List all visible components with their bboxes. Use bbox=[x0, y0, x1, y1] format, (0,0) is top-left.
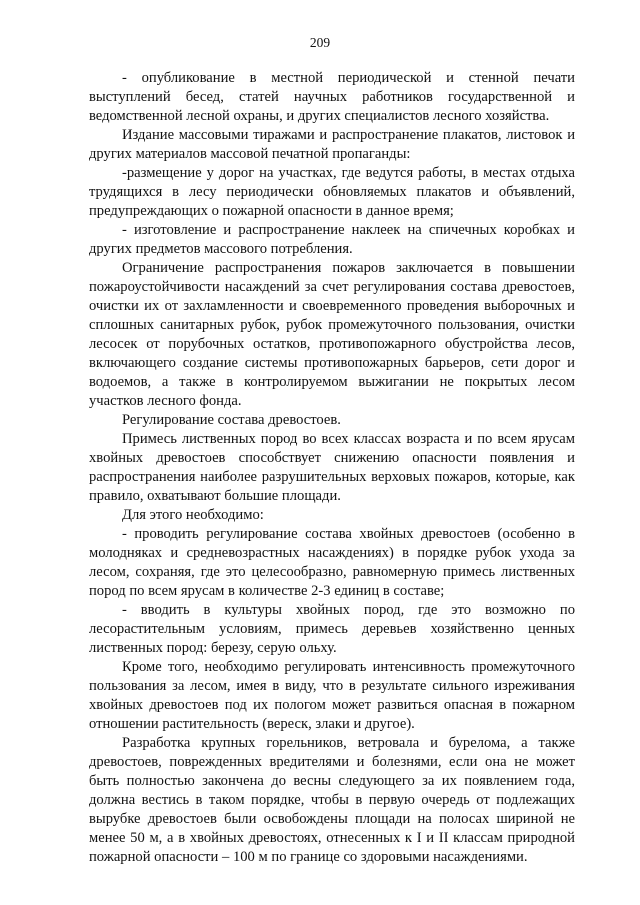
paragraph-crop-introduction: - вводить в культуры хвойных пород, где это возможно по лесорастительным условиям, примесь деревьев хозяйственно ценных лиственных пород: березу, серую ольху. bbox=[89, 602, 575, 656]
paragraph-mass-print: Издание массовыми тиражами и распространение плакатов, листовок и других материалов массовой печатной пропаганды: bbox=[89, 127, 575, 162]
paragraph-publication: - опубликование в местной периодической и стенной печати выступлений бесед, статей научных работников государственной и ведомственной лесной охраны, и других специалистов лесного хозяйства. bbox=[89, 70, 575, 124]
paragraph-fire-limitation: Ограничение распространения пожаров заключается в повышении пожароустойчивости насаждений за счет регулирования состава древостоев, очистки их от захламленности и своевременного проведения выборочных и сплошных санитарных рубок, рубок промежуточного пользования, очистки лесосек от порубочных остатков, противопожарного обустройства лесов, включающего создание системы противопожарных барьеров, сети дорог и водоемов, а также в контролируемом выжигании не покрытых лесом участков лесного фонда. bbox=[89, 260, 575, 409]
paragraph-necessary: Для этого необходимо: bbox=[122, 507, 264, 523]
document-body bbox=[89, 69, 575, 867]
paragraph-composition-regulation: - проводить регулирование состава хвойных древостоев (особенно в молодняках и средневозрастных насаждениях) в порядке рубок ухода за лесом, сохраняя, где это целесообразно, равномерную примесь лиственных пород по всем ярусам в количестве 2-3 единиц в составе; bbox=[89, 526, 575, 599]
paragraph-thinning-intensity: Кроме того, необходимо регулировать интенсивность промежуточного пользования за лесом, имея в виду, что в результате сильного изреживания хвойных древостоев под их пологом может развиться опасная в пожарном отношении растительность (вереск, злаки и другое). bbox=[89, 659, 575, 732]
paragraph-matchbox-stickers: - изготовление и распространение наклеек на спичечных коробках и других предметов массового потребления. bbox=[89, 222, 575, 257]
paragraph-posters-placement: -размещение у дорог на участках, где ведутся работы, в местах отдыха трудящихся в лесу периодически обновляемых плакатов и объявлений, предупреждающих о пожарной опасности в данное время; bbox=[89, 165, 575, 219]
page-number: 209 bbox=[309, 35, 331, 50]
paragraph-deciduous-admixture: Примесь лиственных пород во всех классах возраста и по всем ярусам хвойных древостоев способствует снижению опасности появления и распространения наиболее разрушительных верховых пожаров, которые, как правило, охватывают большие площади. bbox=[89, 431, 575, 504]
paragraph-burnt-area-development: Разработка крупных горельников, ветровала и бурелома, а также древостоев, поврежденных вредителями и болезнями, если она не может быть полностью закончена до весны следующего за их появлением года, должна вестись в таком порядке, чтобы в первую очередь от подлежащих вырубке древостоев были освобождены площади на полосах шириной не менее 50 м, а в хвойных древостоях, отнесенных к I и II классам природной пожарной опасности – 100 м по границе со здоровыми насаждениями. bbox=[89, 735, 575, 865]
section-heading-stand-composition: Регулирование состава древостоев. bbox=[122, 412, 341, 428]
